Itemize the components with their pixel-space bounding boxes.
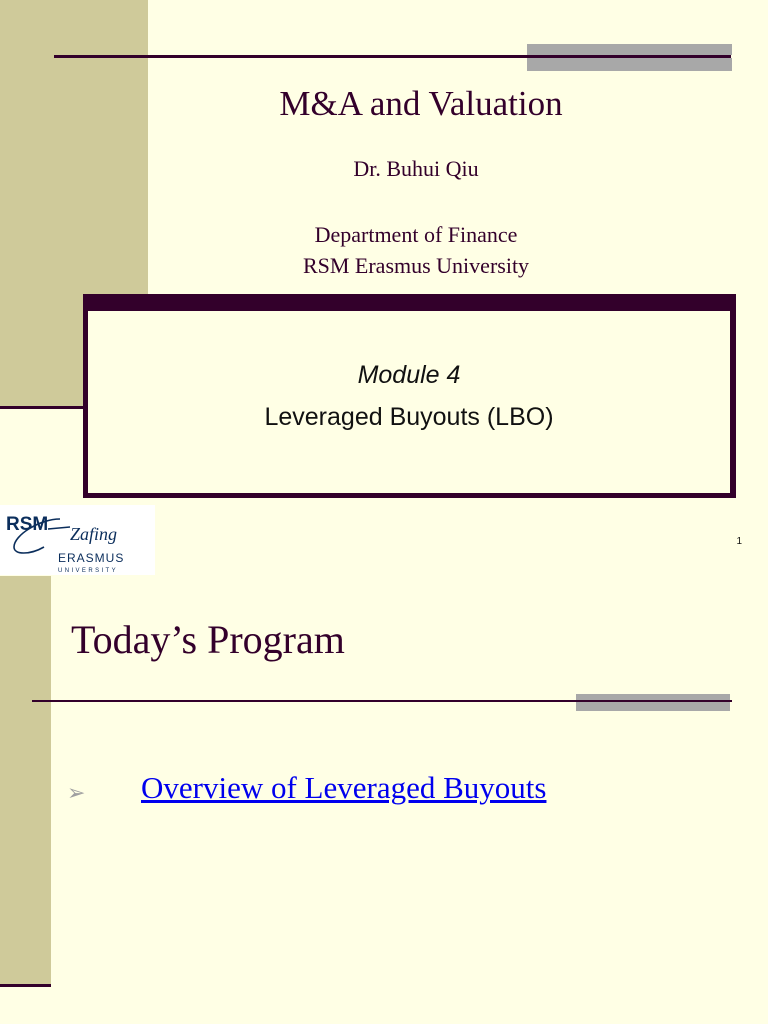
top-grey-bar xyxy=(527,44,732,55)
slide-title: Today’s Program xyxy=(71,617,345,662)
logo-script-text: Zafing xyxy=(70,524,118,544)
presentation-title: M&A and Valuation xyxy=(279,84,563,123)
page-number: 1 xyxy=(736,536,742,547)
title-grey-bar-lower xyxy=(576,702,730,711)
agenda-slide xyxy=(0,576,768,1024)
module-title: Leveraged Buyouts (LBO) xyxy=(264,403,554,431)
sidebar-divider-line xyxy=(0,406,84,409)
module-box-inner xyxy=(88,311,730,493)
module-box xyxy=(83,294,736,498)
logo-university-text: UNIVERSITY xyxy=(58,568,119,574)
logo-stroke xyxy=(48,527,70,529)
sidebar-bottom-line xyxy=(0,984,51,987)
logo-graphic xyxy=(0,505,155,575)
department-name: Department of Finance xyxy=(314,222,518,247)
sidebar-band xyxy=(0,576,51,986)
university-name: RSM Erasmus University xyxy=(302,253,530,278)
logo-rsm-text: RSM xyxy=(6,514,49,535)
rsm-erasmus-logo xyxy=(0,505,155,575)
title-grey-bar xyxy=(576,694,730,700)
arrow-bullet-icon: ➢ xyxy=(67,781,86,806)
module-number: Module 4 xyxy=(357,361,461,389)
top-grey-bar-lower xyxy=(527,58,732,71)
logo-erasmus-text: ERASMUS xyxy=(58,551,125,565)
overview-link[interactable]: Overview of Leveraged Buyouts xyxy=(141,770,547,805)
author-name: Dr. Buhui Qiu xyxy=(353,156,479,181)
